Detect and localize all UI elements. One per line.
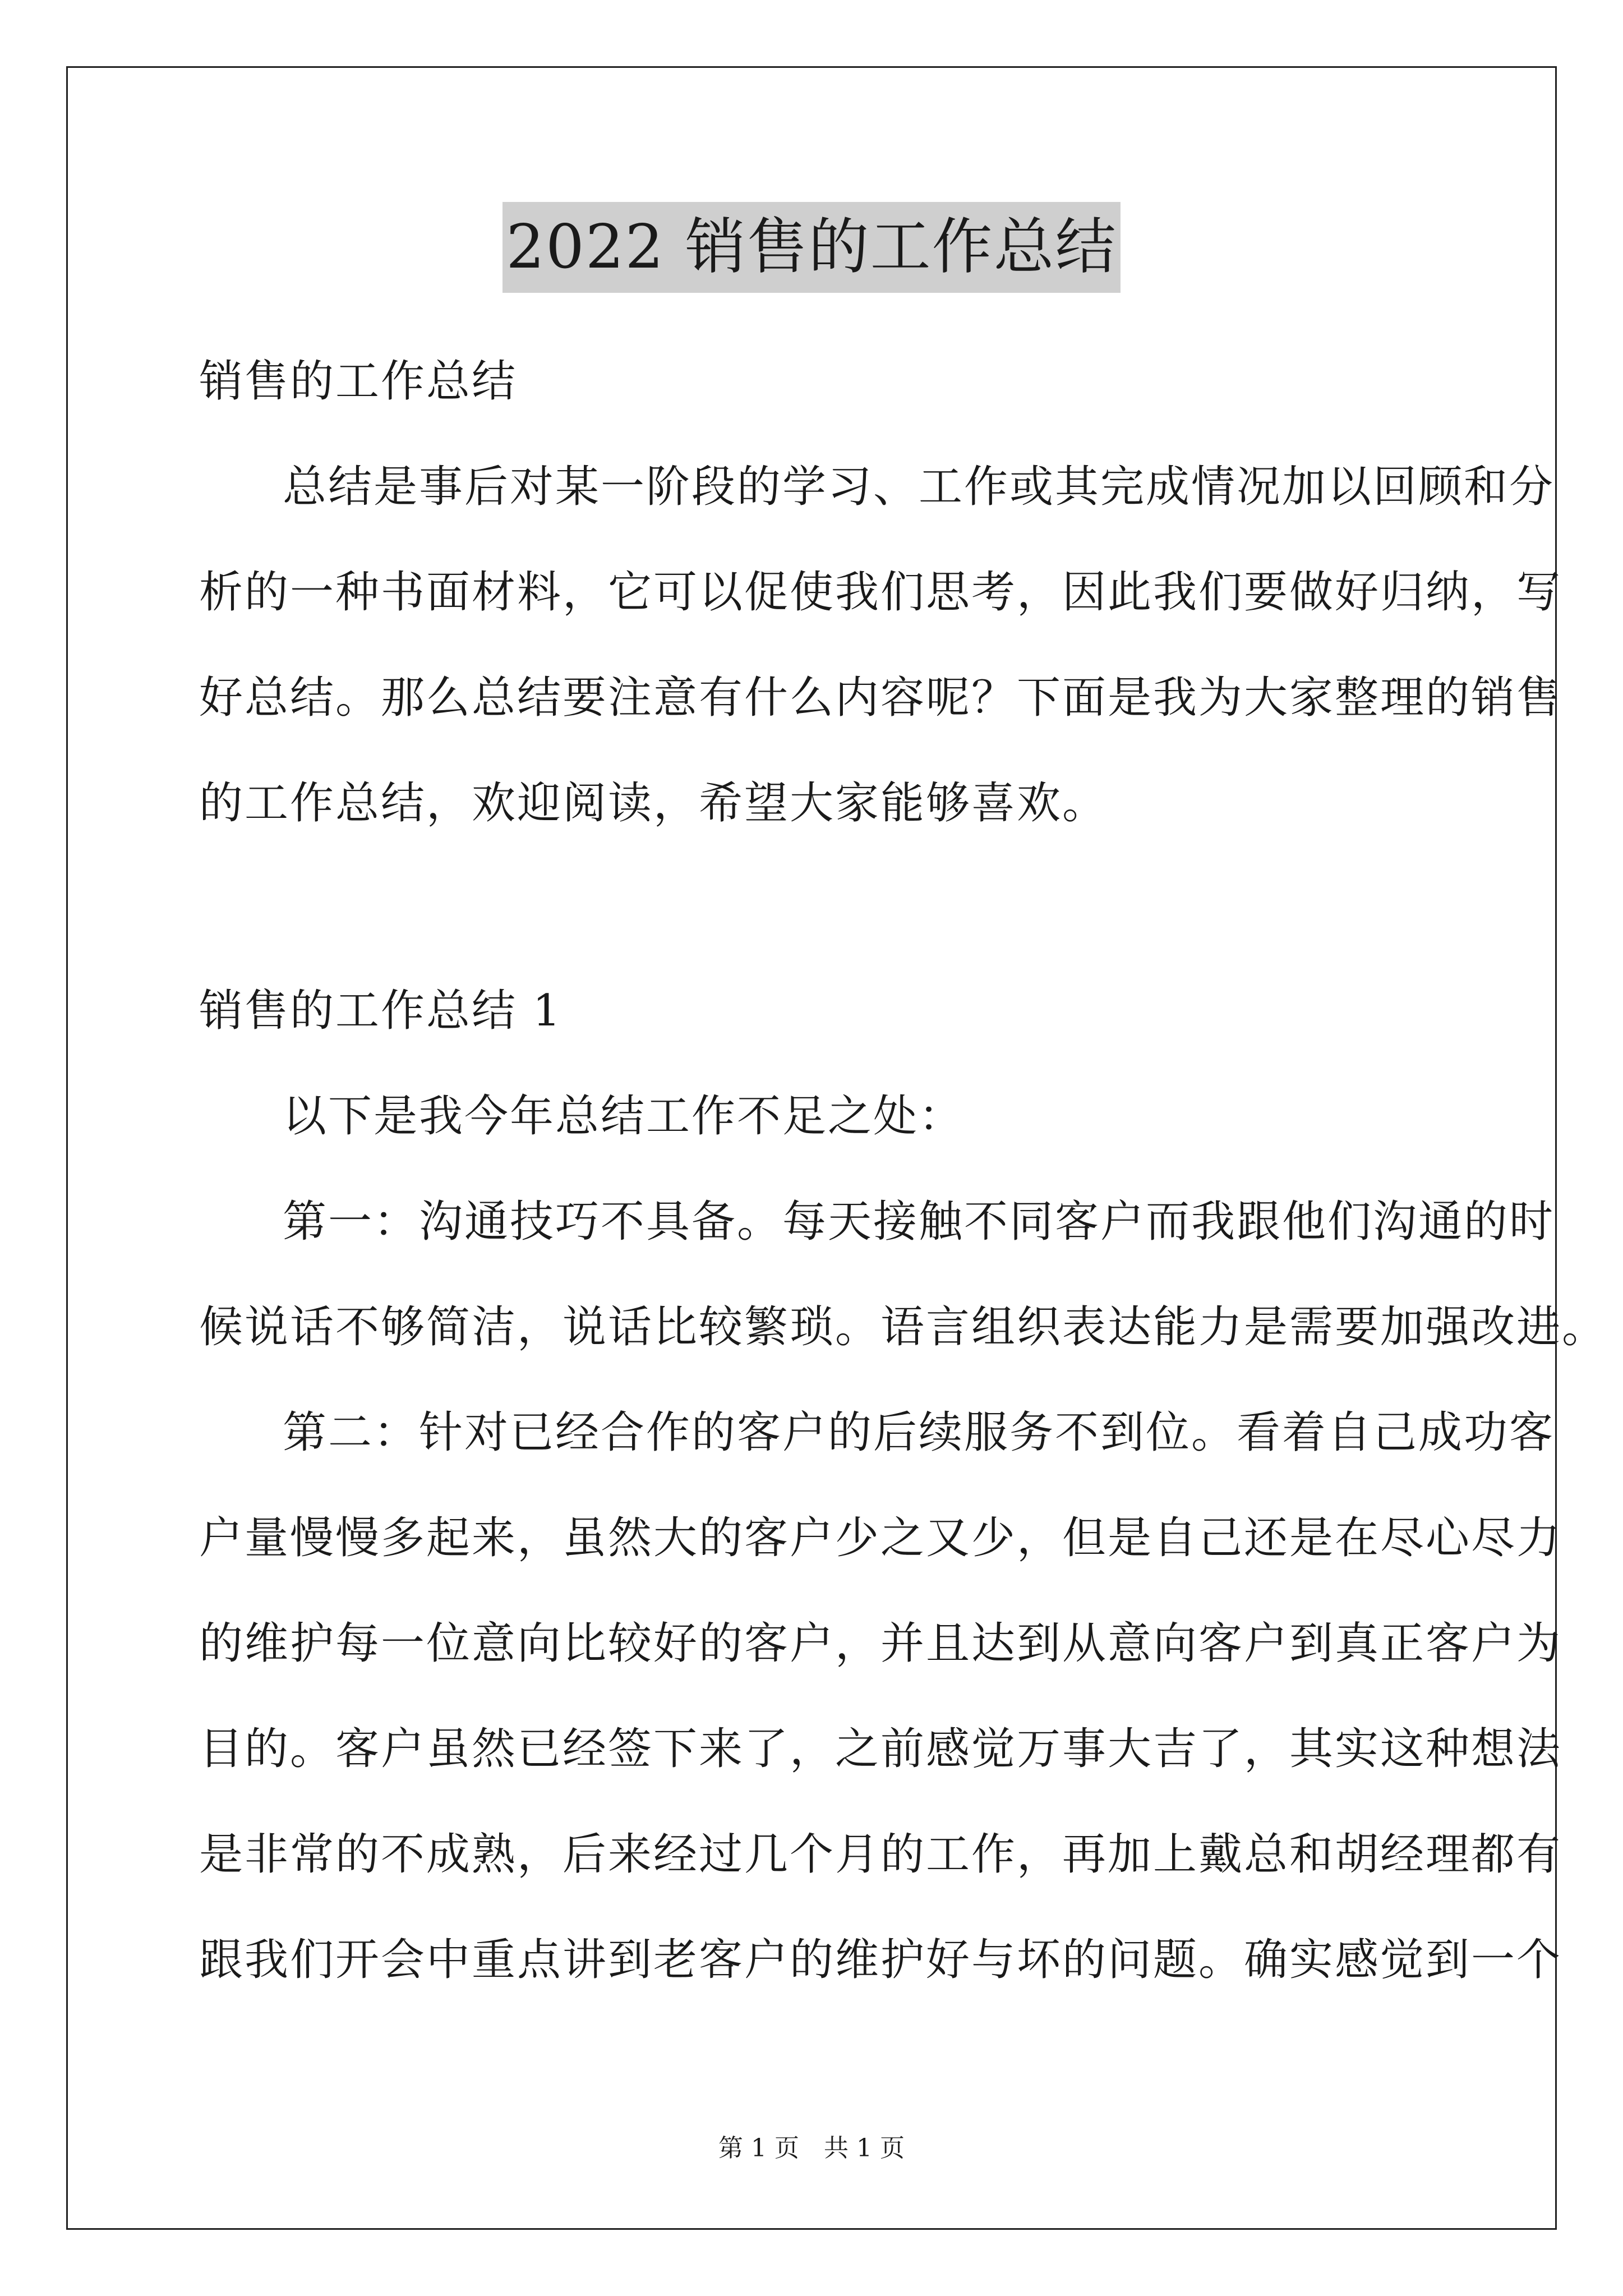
paragraph-line: 目的。客户虽然已经签下来了，之前感觉万事大吉了，其实这种想法 [199, 1724, 1562, 1774]
paragraph-line: 的工作总结，欢迎阅读，希望大家能够喜欢。 [199, 778, 1108, 829]
title-container [0, 202, 1623, 293]
subtitle: 销售的工作总结 [199, 356, 518, 407]
paragraph-line: 候说话不够简洁，说话比较繁琐。语言组织表达能力是需要加强改进。 [199, 1302, 1608, 1352]
paragraph-line: 第一：沟通技巧不具备。每天接触不同客户而我跟他们沟通的时 [283, 1197, 1555, 1247]
paragraph-line: 好总结。那么总结要注意有什么内容呢？下面是我为大家整理的销售 [199, 673, 1562, 723]
paragraph-line: 跟我们开会中重点讲到老客户的维护好与坏的问题。确实感觉到一个 [199, 1935, 1562, 1985]
paragraph-line: 的维护每一位意向比较好的客户，并且达到从意向客户到真正客户为 [199, 1618, 1562, 1669]
page-footer: 第 1 页 共 1 页 [718, 2134, 905, 2162]
paragraph-line: 是非常的不成熟，后来经过几个月的工作，再加上戴总和胡经理都有 [199, 1829, 1562, 1880]
paragraph-line: 析的一种书面材料，它可以促使我们思考，因此我们要做好归纳，写 [199, 567, 1562, 618]
paragraph-line: 户量慢慢多起来，虽然大的客户少之又少，但是自己还是在尽心尽力 [199, 1513, 1562, 1563]
document-title: 2022 销售的工作总结 [502, 202, 1120, 293]
paragraph-line: 第二：针对已经合作的客户的后续服务不到位。看着自己成功客 [283, 1407, 1555, 1458]
paragraph-line: 总结是事后对某一阶段的学习、工作或其完成情况加以回顾和分 [283, 462, 1555, 512]
section-heading: 销售的工作总结 1 [199, 986, 562, 1036]
paragraph-line: 以下是我今年总结工作不足之处： [283, 1091, 965, 1142]
